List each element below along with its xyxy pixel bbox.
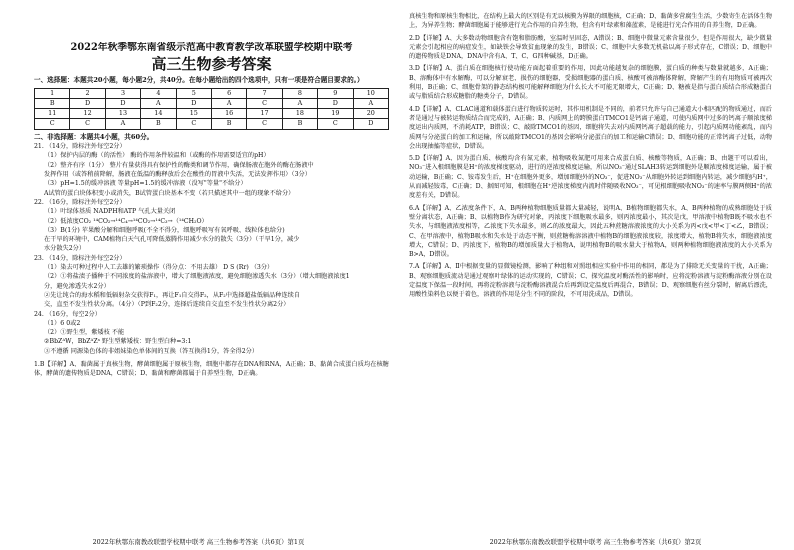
mc-explanation: 7.A【详解】A、Ⅱ中根据变量的显微镜检测，影响了种组和对照组相应实验中作用的相同，都是为了排除无关变量的干扰，A正确；B、观察细胞质流动是通过观察叶绿体的运动实现的，C错误；C、探究温度对酶活性的影响时，应将淀粉溶液与淀粉酶溶液分别在设定温度下保温一段时间，再将淀粉溶液与淀粉酶溶液混合后再到设定温度后再混合，B错误；D、观察细胞有丝分裂时，解离后漂洗，用酸性染料色以便于着色，溶液的作用是分生不同的阶段，不可用洗成品，D错误。 [409,263,772,299]
mc-answer-1: 1.B【详解】A、黏菌属于真核生物，酵菌细胞属于原核生物，细胞中都存在DNA和RNA，A正确；B、黏菌合成蛋白质均在核糖体，酵菌的遗传物质是DNA，C错误；D、黏菌和酵菌都属于自养型生物，D正确。 [34,361,389,378]
answer-line: ②BbZᴬW，BbZᴬZᵃ 野生型紫矮枝：野生型白种=3:1 [44,338,192,346]
question-heading: 22. （16分，除标注外每空2分） [34,198,126,206]
answer-table-cell: B [211,119,246,129]
answer-table-cell: 12 [70,109,105,119]
answer-table-cell: A [282,98,317,108]
answer-table-cell: 16 [211,109,246,119]
page-right [397,0,794,550]
mc-explanation: 4.D【详解】A、CLAC通道和载体蛋白进行物质转运时，其作用机制是不同的，前者只允许与自己通道大小相匹配的物质通过，而后者是通过与被转运物质结合而完成的，A正确；B、内质网上的跨膜蛋白TMCO1是钙离子通道，可使内质网中过多的钙离子顺浓度梯度运出内质网，不消耗ATP，B错误；C、敲除TMCO1的基因，细胞将失去对内质网钙离子超载的能力，引起内质网功能紊乱，而内质网与分泌蛋白的加工和运输，所以敲除TMCO1的基因会影响分泌蛋白的加工和运输C错误；D、细胞功能的正常钙离子过低，动物会出现抽搐等症状，D错误。 [409,105,772,150]
answer-line: （1）叶绿体基质 NADPH和ATP 气孔大量关闭 [44,208,176,216]
answer-table-cell: A [211,98,246,108]
question-heading: 23. （14分，除标注外每空2分） [34,254,126,262]
answer-table-cell: 20 [353,109,388,119]
question-heading: 21. （14分，除标注外每空2分） [34,143,126,151]
answer-line: （3）pH=1.5的缓冲溶液 等量pH=1.5的缓冲溶液（没写"等量"不给分） [44,180,247,188]
answer-table-cell: 7 [247,88,282,98]
answer-table-cell: 18 [282,109,317,119]
answer-table [34,88,389,130]
right-column [409,12,772,528]
answer-line: 水分散失2分） [44,245,86,253]
answer-table-cell: D [176,98,211,108]
question-heading: 24. （16分，每空2分） [34,310,101,318]
answer-title: 高三生物参考答案 [151,55,272,73]
answer-table-cell: B [35,98,70,108]
mc-explanation: 真核生物和原核生物相比，在结构上最大的区别是有无以核膜为界限的细胞核，C正确；D、黏菌多营腐生生活，少数寄生在活体生物上，为异养生物；酵菌细胞属于能够进行光合作用的自养生物，但含有叶绿素和藻蓝素，是能进行光合作用的自养生物，D正确。 [409,13,772,30]
mc-explanation: 5.D【详解】A、因为蛋白质、核酸均含有氮元素，植物吸收氮肥可用来合成蛋白质、核酸等物质，A正确；B、由题干可以看出，NO₃⁻进入根细胞膜是H⁺的浓度梯度驱动，进行的逆浓度梯度运输，所以NO₃⁻通过SLAH3转运到细胞外是顺浓度梯度运输，属于被动运输，B正确；C、铵毒发生后，H⁺在细胞外更多，增加细胞外的NO₃⁻，促进NO₃⁻从细胞外转运到细胞内转运，减少细胞内H⁺，从而减轻铵毒，C正确；D、据图可知，根细胞在H⁺逆浓度梯度内流时伴随吸收NO₃⁻，可见根细胞吸收NO₃⁻的速率与膜两侧H⁺的浓度差有关，D错误。 [409,155,772,200]
answer-table-row [35,109,389,119]
answer-line: （2）①将盐渍子播种于不同浓度的盐溶液中，增大了细胞液浓度，避免细胞渗透失水（3分）（增大细胞液浓度1 [44,273,350,281]
answer-table-cell: 13 [105,109,140,119]
answer-table-cell: 5 [176,88,211,98]
section2-heading: 二、非选择题：本题共4小题，共60分。 [34,132,154,141]
answer-table-cell: 10 [353,88,388,98]
answer-table-cell: B [141,119,176,129]
answer-table-cell: 15 [176,109,211,119]
left-column [34,42,389,528]
answer-table-cell: C [247,119,282,129]
answer-line: 在干旱的环境中，CAM植物白天气孔可降低蒸腾作用减少水分的散失（3分）（干旱1分，减少 [44,236,300,244]
answer-table-cell: 19 [318,109,353,119]
answer-line: ③不遵循 同源染色体的非姐妹染色单体间的互换（答互换得1分，答全得2分） [44,347,259,355]
answer-line: （2）①野生型，紫矮枝 不能 [44,329,125,337]
answer-table-cell: 2 [70,88,105,98]
answer-line: ②先让纯合的海水稻和低辐射杂交获得F₁，再让F₁自交得F₂，从F₂中选择超盐低辐品种连续自 [44,291,301,299]
mc-explanation: 2.D【详解】A、大多数动物细胞含有饱和脂肪酸，室温时呈固态，A错误；B、细胞中微量元素含量很少，但是作用很大，缺少微量元素会引起相应的病症发生，如缺铁会导致贫血现象的发生，B错误；C、细胞中大多数无机盐以离子形式存在，C错误；D、细胞中的遗传物质是DNA，DNA中含有A、T、C、G四种碱基，D正确。 [409,34,772,61]
answer-table-cell: A [353,98,388,108]
answer-table-cell: 11 [35,109,70,119]
answer-table-row [35,98,389,108]
left-answer-lines [34,142,389,356]
answer-line: （2）整齐有序（1分） 整片有量获得具有保护性的酶类和调节作用，确保肠液在胞外的酶在肠液中 [44,161,314,169]
answer-table-cell: C [70,119,105,129]
answer-table-row [35,119,389,129]
answer-line: 发挥作用（或答稍前降解，肠液在低温的酶释放后会在酸性的胃液中失活，无法发挥作用）（3分） [44,171,311,179]
answer-line: （3）B(1分) 苹果酸分解和细胞呼吸(不全不得分，细胞呼吸写有氧呼吸、线粒体也给分) [44,226,285,234]
answer-table-cell: D [353,119,388,129]
mc-explanation: 6.A【详解】A、乙浓度条件下，A、B两种植物细胞质量都大量减轻，说明A、B植物细胞都失水，A、B两种植物的成熟细胞处于质壁分离状态，A正确；B、以植物B作为研究对象，丙浓度下细胞吸水最多，则丙浓度最小，其次是戊，甲溶液中植物B既不吸水也不失水，与细胞液浓度相等，乙浓度下失水最多，则乙的浓度最大，因此五种蔗糖溶液浓度的大小关系为丙<戊<甲<丁<乙，B错误；C、在甲溶液中，植物B吸水和失水处于动态平衡，则蔗糖梅溶溶液中植物B的细胞液浓度较，浓度增大，植物B将失水，细胞液浓度增大，C错误；D、丙浓度下，植物B的增加质量大于植物A，说明植物B的吸水量大于植物A，则两种植物细胞液浓度的大小关系为B>A，D错误。 [409,204,772,259]
answer-table-cell: D [70,98,105,108]
answer-line: （2）低浓度CO₂ ¹⁴CO₂→¹⁴C₄→¹⁴CO₂→¹⁴C₃→（¹⁴CH₂O） [44,217,208,225]
answer-line: （1）6 0或2 [44,319,81,327]
answer-line: 分，避免渗透失水2分） [44,282,110,290]
answer-table-cell: C [176,119,211,129]
answer-table-cell: 1 [35,88,70,98]
answer-table-cell: B [282,119,317,129]
answer-table-cell: D [318,98,353,108]
left-footer: 2022年秋鄂东南教改联盟学校期中联考 高三生物参考答案（共6页）第1页 [92,538,305,546]
answer-table-cell: 4 [141,88,176,98]
answer-line: （1）染去可种过程中人工去雄的繁琐操作（得分点：不用去雄） D S (Rr) （3分） [44,264,274,272]
answer-table-cell: 8 [282,88,317,98]
answer-table-cell: 3 [105,88,140,98]
answer-table-cell: D [105,98,140,108]
answer-table-cell: C [318,119,353,129]
exam-title: 2022年秋季鄂东南省级示范高中教育教学改革联盟学校期中联考 [70,42,353,53]
answer-table-cell: C [35,119,70,129]
section1-heading: 一、选择题：本题共20小题，每小题2分，共40分。在每小题给出的四个选项中，只有一项是符合题目要求的。） [34,76,364,84]
answer-line: （1）保护内层的酶（的活性） 酶的作用条件较温和（或酶的作用需要适宜的pH） [44,152,270,160]
right-footer: 2022年秋鄂东南教改联盟学校期中联考 高三生物参考答案（共6页）第2页 [489,538,702,546]
answer-table-cell: 6 [211,88,246,98]
mc-explanation: 3.D【详解】A、蛋白质在细胞核行使功能方面起着重要的作用，因此功能越复杂的细胞膜，蛋白质的种类与数量就越多，A正确；B、溶酶体中有水解酶，可以分解衰老、损伤的细胞器，受损细胞器的蛋白质、核酸可被溶酶体降解，降解产生的有用物质可被再次利用，B正确；C、细胞骨架的静态结构极可能解释细胞为什么长大不可能无限增大，C正确；D、糖被是指与蛋白质结合形成糖蛋白或与脂质结合形成糖脂的糖类分子，D错误。 [409,65,772,101]
answer-table-cell: C [247,98,282,108]
answer-table-row [35,88,389,98]
answer-table-cell: 17 [247,109,282,119]
answer-line: 交，直至不发生性状分离。（4分）（P到F₂2分，连择后连续自交直至不发生性状分离2分） [44,301,290,309]
answer-table-cell: 14 [141,109,176,119]
answer-table-cell: 9 [318,88,353,98]
answer-table-cell: A [141,98,176,108]
answer-table-cell: A [105,119,140,129]
answer-line: A试管的蛋白块体积变小或消失，B试管蛋白块基本不变（若只描述其中一组的现象不给分） [44,189,295,197]
